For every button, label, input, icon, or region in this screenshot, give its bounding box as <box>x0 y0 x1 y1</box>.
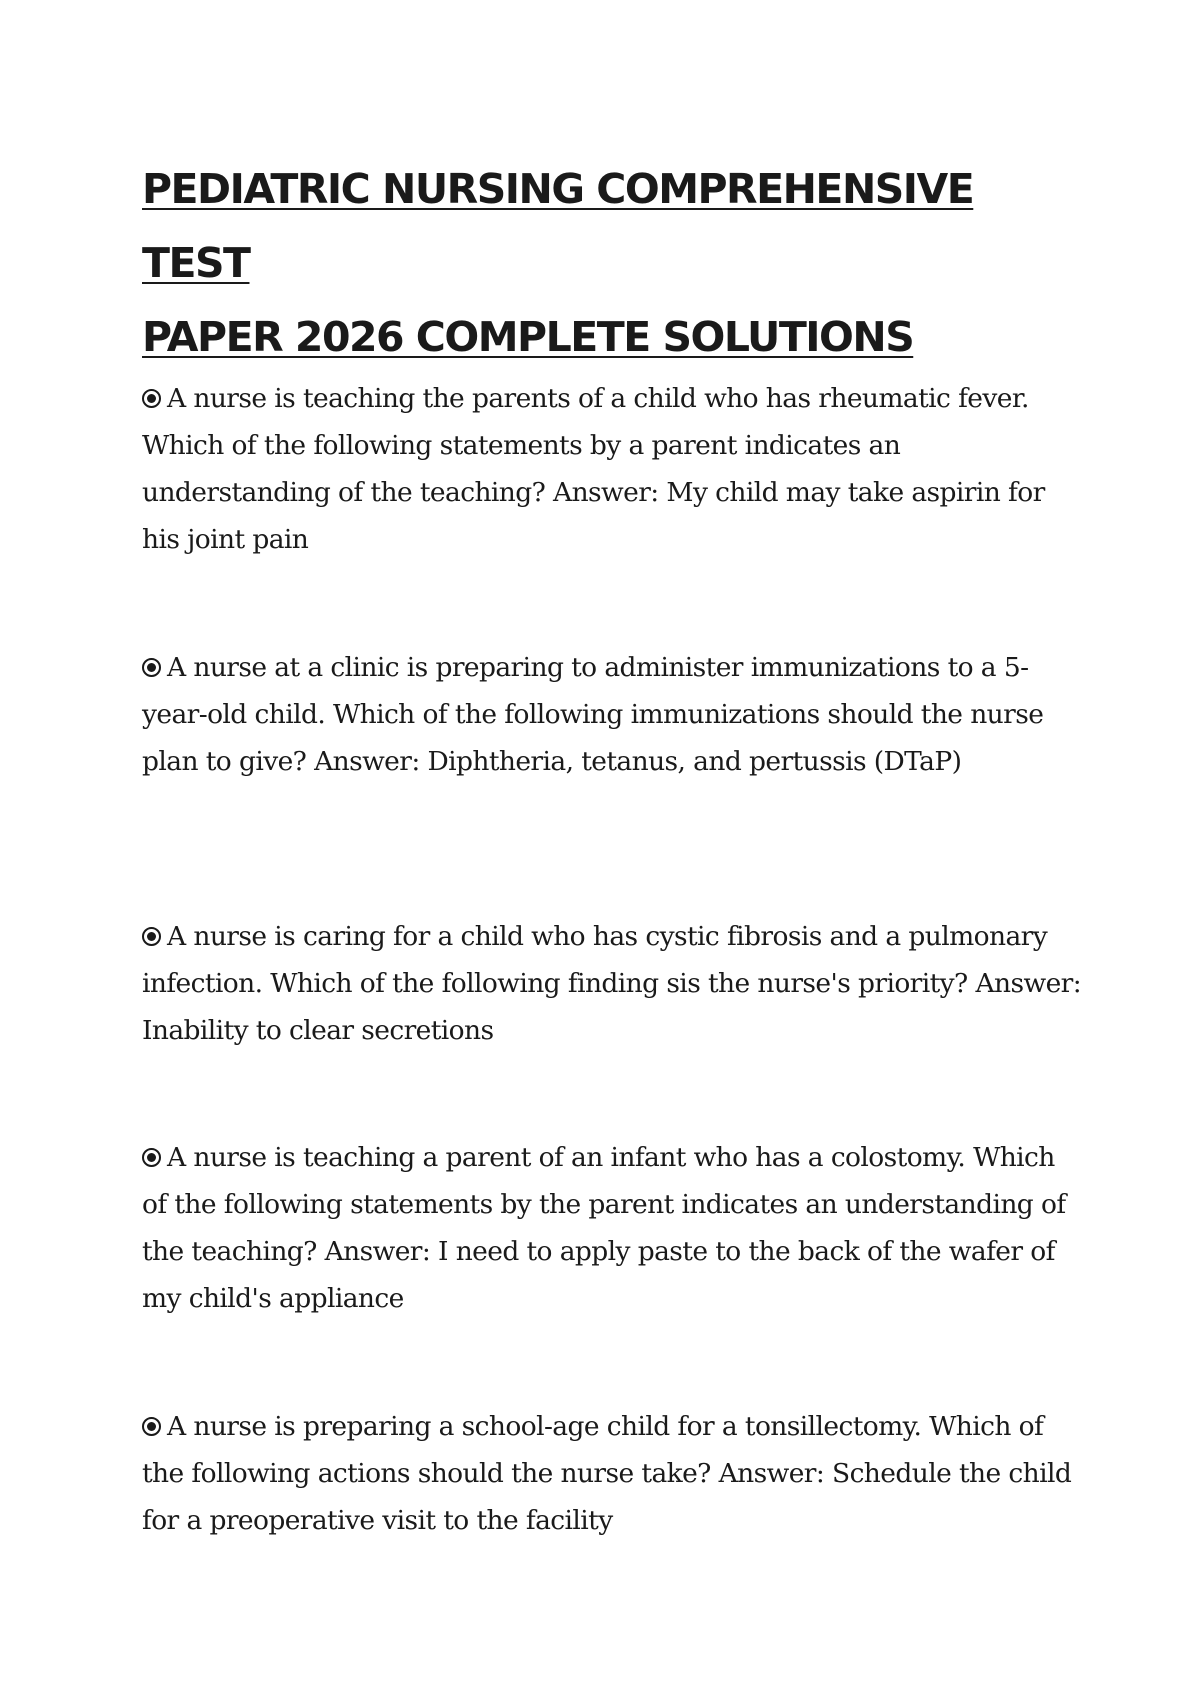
question-item <box>142 1403 1082 1544</box>
page-title <box>142 152 1042 374</box>
question-item <box>142 375 1082 563</box>
question-item <box>142 1134 1082 1322</box>
answer-text: Answer: I need to apply paste to the back of the wafer of my child's appliance <box>142 1236 1055 1314</box>
radio-bullet-icon <box>142 927 161 946</box>
title-line: PAPER 2026 COMPLETE SOLUTIONS <box>142 313 914 361</box>
question-text: A nurse is teaching the parents of a child who has rheumatic fever. Which of the following statements by a parent indicates an understanding of the teaching? <box>142 383 1029 508</box>
answer-text: Answer: Diphtheria, tetanus, and pertussis (DTaP) <box>314 746 962 777</box>
radio-bullet-icon <box>142 1148 161 1167</box>
question-item <box>142 644 1082 785</box>
title-line: PEDIATRIC NURSING COMPREHENSIVE TEST <box>142 165 974 287</box>
radio-bullet-icon <box>142 658 161 677</box>
question-text: A nurse is preparing a school-age child for a tonsillectomy. Which of the following actions should the nurse take? <box>142 1411 1044 1489</box>
radio-bullet-icon <box>142 1417 161 1436</box>
radio-bullet-icon <box>142 389 161 408</box>
answer-text: Answer: Inability to clear secretions <box>142 968 1082 1046</box>
answer-text: Answer: My child may take aspirin for his joint pain <box>142 477 1045 555</box>
answer-text: Answer: Schedule the child for a preoperative visit to the facility <box>142 1458 1072 1536</box>
question-text: A nurse at a clinic is preparing to administer immunizations to a 5-year-old child. Which of the following immunizations should the nurse plan to give? <box>142 652 1044 777</box>
question-item <box>142 913 1082 1054</box>
question-text: A nurse is caring for a child who has cystic fibrosis and a pulmonary infection. Which of the following finding sis the nurse's priority? <box>142 921 1048 999</box>
question-text: A nurse is teaching a parent of an infant who has a colostomy. Which of the following statements by the parent indicates an understanding of the teaching? <box>142 1142 1066 1267</box>
